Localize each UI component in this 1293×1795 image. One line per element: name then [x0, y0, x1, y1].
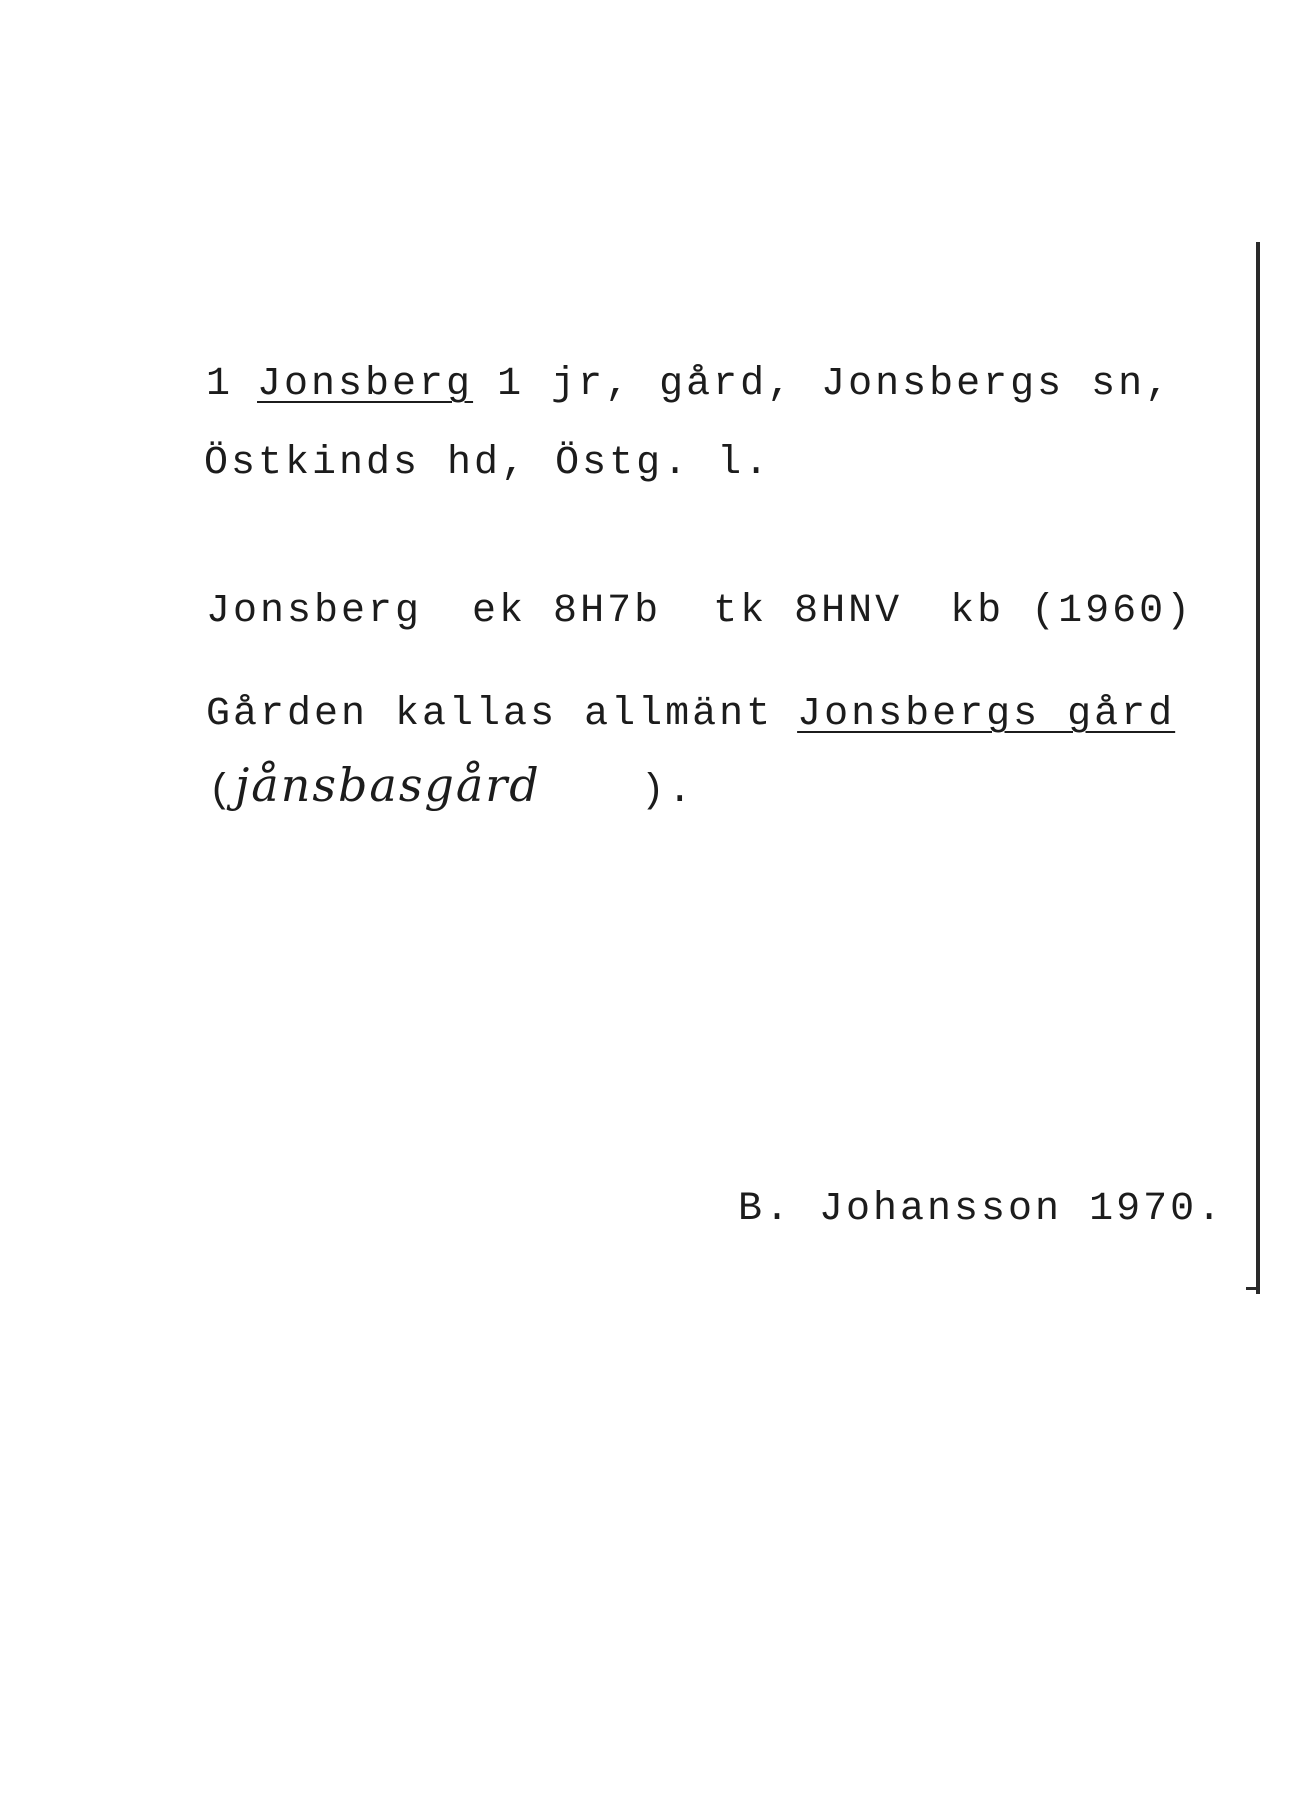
entry-number: 1: [206, 362, 234, 407]
map-tk: tk 8HNV: [713, 589, 903, 634]
map-ek: ek 8H7b: [472, 589, 662, 634]
usage-prefix: Gården kallas allmänt: [206, 692, 774, 737]
district-text: Östkinds hd, Östg. l.: [204, 441, 772, 486]
pronunciation-open: (: [208, 769, 236, 814]
pronunciation-line: [100, 722, 695, 852]
pronunciation-close: ).: [640, 769, 695, 814]
map-place: Jonsberg: [206, 589, 423, 634]
map-kb: kb (1960): [950, 589, 1194, 634]
signature: [630, 1150, 1224, 1270]
local-name: Jonsbergs gård: [797, 692, 1176, 737]
map-references: [98, 552, 1193, 672]
signature-text: B. Johansson 1970.: [738, 1187, 1225, 1232]
handwritten-pronunciation: jånsbasgård: [235, 758, 541, 812]
card-edge-rule-hook: [1246, 1287, 1258, 1290]
place-name: Jonsberg: [257, 362, 474, 407]
entry-line-2: [96, 404, 771, 524]
place-description: 1 jr, gård, Jonsbergs sn,: [497, 362, 1173, 407]
card-edge-rule: [1256, 242, 1260, 1294]
